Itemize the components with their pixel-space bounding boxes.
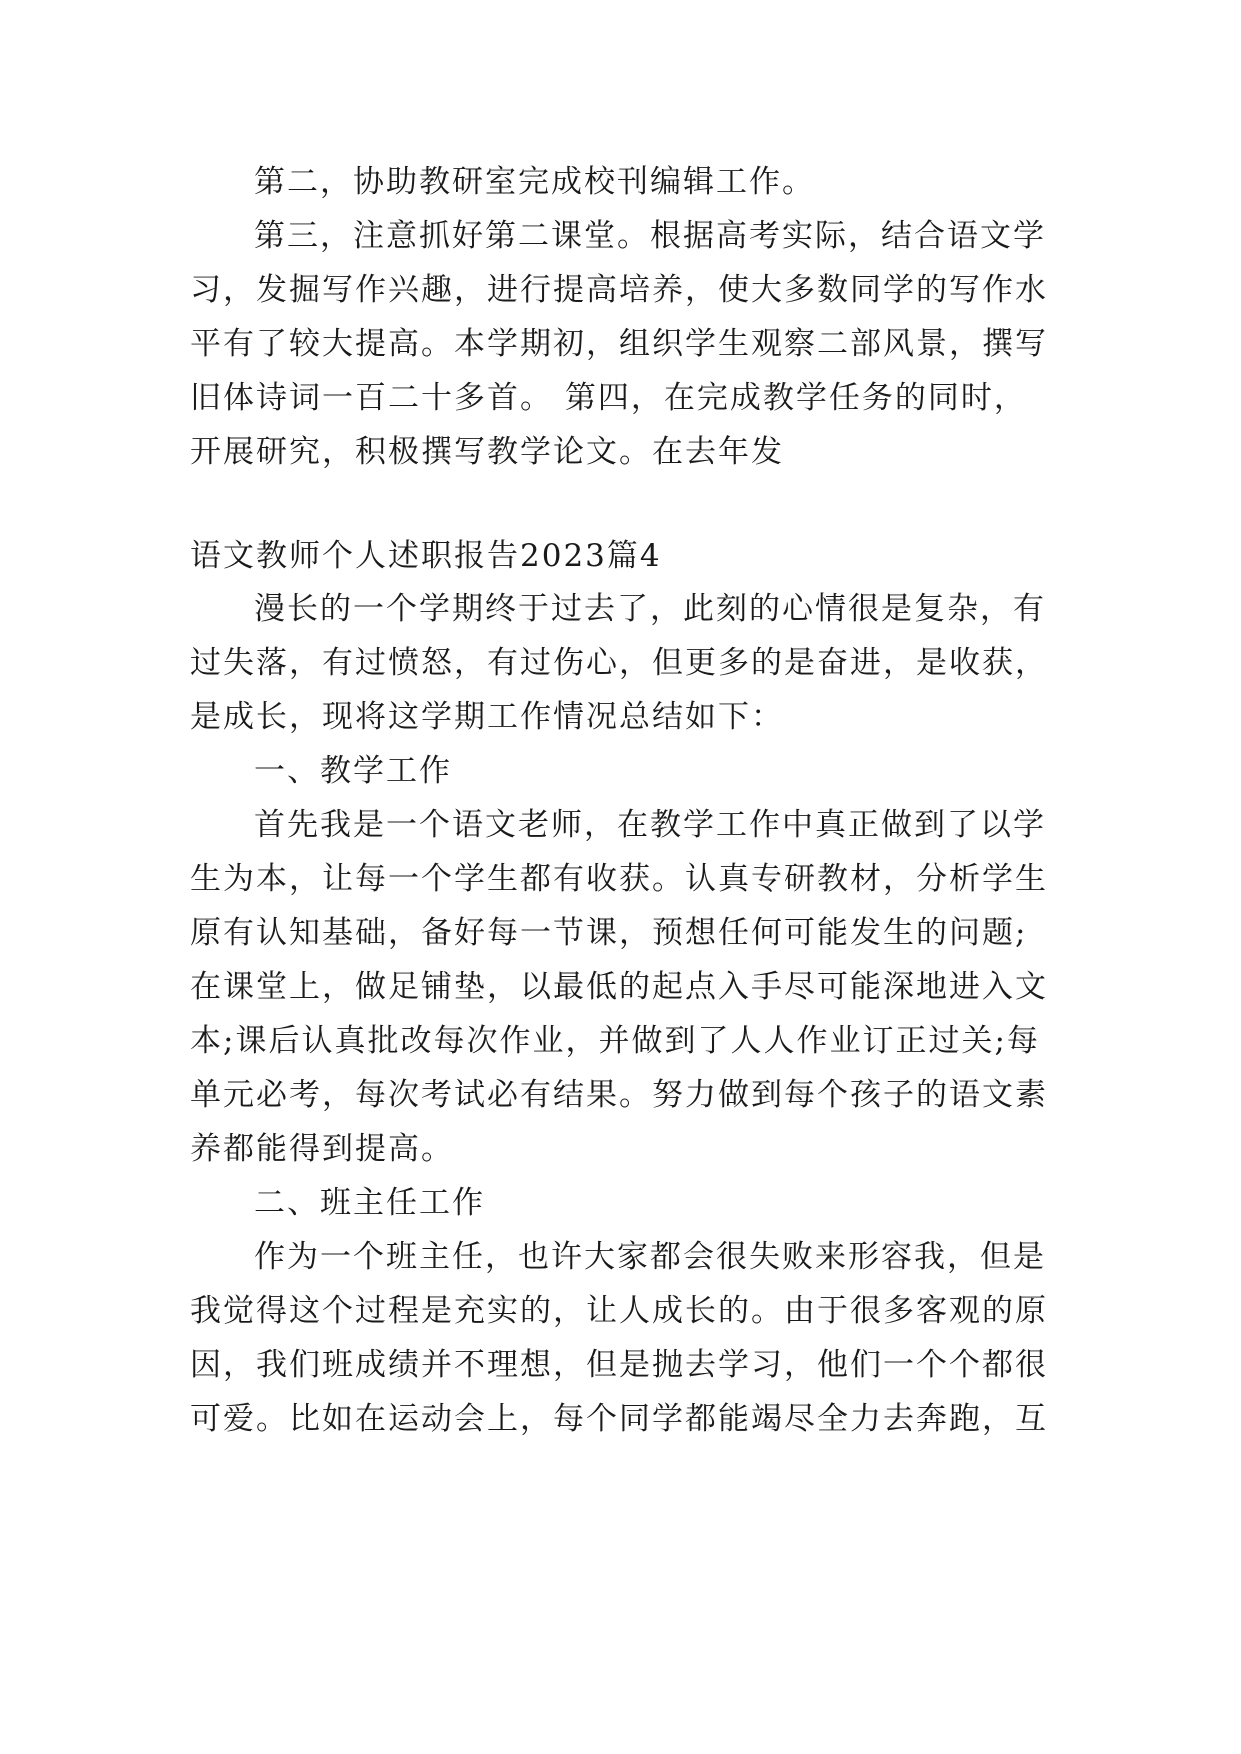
paragraph-line: 漫长的一个学期终于过去了，此刻的心情很是复杂，有 [254, 591, 1046, 627]
paragraph-line: 我觉得这个过程是充实的，让人成长的。由于很多客观的原 [190, 1293, 1048, 1329]
paragraph-line: 旧体诗词一百二十多首。 第四，在完成教学任务的同时， [190, 380, 1027, 416]
paragraph-line: 首先我是一个语文老师，在教学工作中真正做到了以学 [254, 807, 1046, 843]
paragraph-line: 可爱。比如在运动会上，每个同学都能竭尽全力去奔跑，互 [190, 1401, 1048, 1437]
subheading: 二、班主任工作 [254, 1185, 485, 1221]
paragraph-line: 过失落，有过愤怒，有过伤心，但更多的是奋进，是收获， [190, 645, 1048, 681]
paragraph-line: 第三，注意抓好第二课堂。根据高考实际，结合语文学 [254, 218, 1046, 254]
paragraph-line: 第二，协助教研室完成校刊编辑工作。 [254, 164, 815, 200]
paragraph-line: 是成长，现将这学期工作情况总结如下： [190, 699, 784, 735]
paragraph-line: 在课堂上，做足铺垫，以最低的起点入手尽可能深地进入文 [190, 969, 1048, 1005]
paragraph-line: 因，我们班成绩并不理想，但是抛去学习，他们一个个都很 [190, 1347, 1048, 1383]
paragraph-line: 平有了较大提高。本学期初，组织学生观察二部风景，撰写 [190, 326, 1048, 362]
paragraph-line: 单元必考，每次考试必有结果。努力做到每个孩子的语文素 [190, 1077, 1048, 1113]
paragraph-line: 作为一个班主任，也许大家都会很失败来形容我，但是 [254, 1239, 1046, 1275]
paragraph-line: 习，发掘写作兴趣，进行提高培养，使大多数同学的写作水 [190, 272, 1048, 308]
subheading: 一、教学工作 [254, 753, 452, 789]
paragraph-line: 开展研究，积极撰写教学论文。在去年发 [190, 434, 784, 470]
paragraph-line: 生为本，让每一个学生都有收获。认真专研教材，分析学生 [190, 861, 1048, 897]
paragraph-line: 原有认知基础，备好每一节课，预想任何可能发生的问题; [190, 915, 1028, 951]
paragraph-line: 养都能得到提高。 [190, 1131, 454, 1167]
paragraph-line: 本;课后认真批改每次作业，并做到了人人作业订正过关;每 [190, 1023, 1040, 1059]
section-heading: 语文教师个人述职报告2023篇4 [190, 538, 662, 574]
